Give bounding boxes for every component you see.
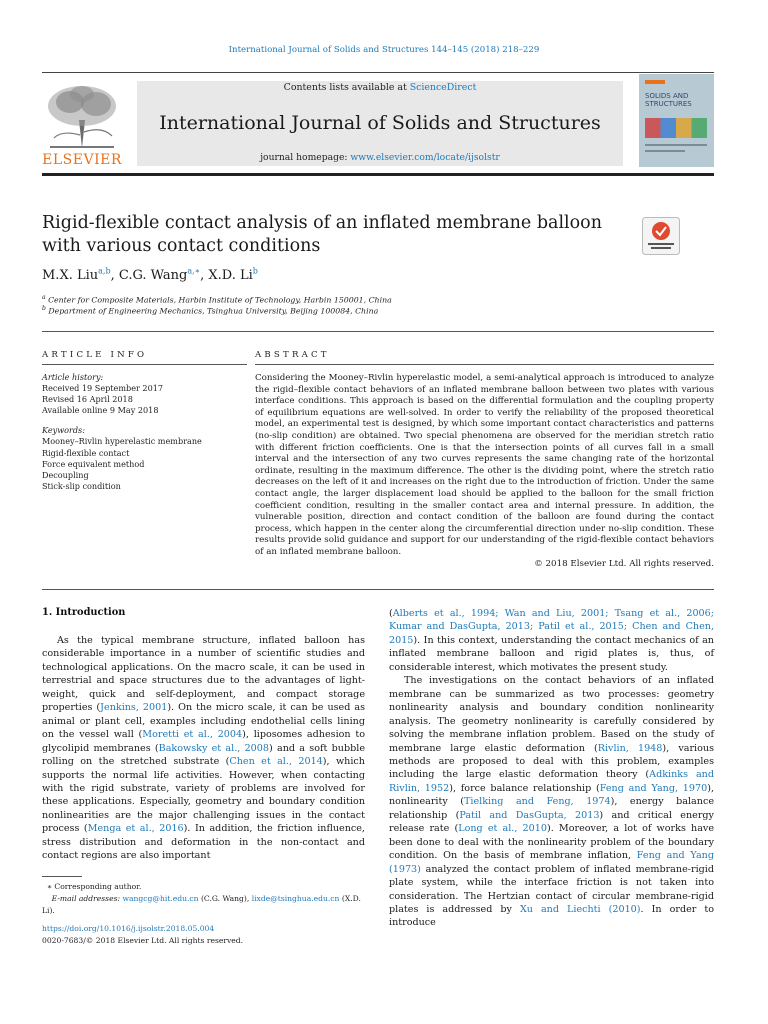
citation-link[interactable]: Moretti et al., 2004 <box>142 729 243 741</box>
author-separator: , <box>200 268 209 284</box>
contents-line <box>137 82 623 93</box>
intro-right-column <box>389 607 714 930</box>
affiliation-b <box>42 305 378 316</box>
received-date: Received 19 September 2017 <box>42 383 164 394</box>
citation-link[interactable]: Long et al., 2010 <box>458 823 547 835</box>
article-info-heading: ARTICLE INFO <box>42 350 148 360</box>
text-run: ( <box>389 608 393 619</box>
section-heading-introduction: 1. Introduction <box>42 607 126 618</box>
text-run: ), which supports the normal life activities. However, when contacting with the rigid substrate, variety of problems are involved for these applications. Especially, geometry and boundary condition nonlinearities are the major challenging issues in the contact process ( <box>42 756 365 835</box>
divider <box>42 331 714 332</box>
intro-paragraph <box>389 674 714 930</box>
email-owner: (C.G. Wang), <box>198 894 252 903</box>
citation-link[interactable]: Feng and Yang (1973) <box>389 850 715 875</box>
author-1 <box>42 268 119 283</box>
header-thick-rule <box>42 173 714 176</box>
keyword: Force equivalent method <box>42 458 145 469</box>
citation-link[interactable]: Alberts et al., 1994; Wan and Liu, 2001; Tsang et al., 2006; Kumar and DasGupta, 2013; Patil et al., 2015; Chen and Chen, 2015 <box>389 608 714 646</box>
article-info-rule <box>42 364 247 365</box>
abstract-copyright: © 2018 Elsevier Ltd. All rights reserved. <box>534 558 714 569</box>
author-affil-mark[interactable]: a,b <box>98 267 111 276</box>
affiliation-mark: a <box>42 294 46 301</box>
text-run: ) and a soft bubble rolling on the stretched substrate ( <box>42 742 366 768</box>
corresponding-label: Corresponding author. <box>54 882 142 891</box>
keyword: Decoupling <box>42 469 89 480</box>
text-run: ), nonlinearity ( <box>389 782 714 808</box>
text-run: The investigations on the contact behaviors of an inflated membrane can be summarized as two processes: geometry nonlinearity analysis and boundary condition nonlinearity analysis. The geometry nonlinearity is carefully considered by solving the membrane inflation problem. Based on the study of membrane large elastic deformation ( <box>389 675 714 754</box>
header-rule <box>42 72 714 73</box>
citation-link[interactable]: Patil and DasGupta, 2013 <box>459 809 600 821</box>
intro-paragraph <box>42 634 365 863</box>
author-separator: , <box>110 268 119 284</box>
homepage-link[interactable]: www.elsevier.com/locate/ijsolstr <box>350 152 500 163</box>
footnote-mark: ∗ <box>46 882 52 891</box>
email-owner: (X.D. Li). <box>42 894 361 915</box>
revised-date: Revised 16 April 2018 <box>42 394 133 405</box>
citation-link[interactable]: Tielking and Feng, 1974 <box>464 796 611 808</box>
citation-link[interactable]: Bakowsky et al., 2008 <box>158 742 269 754</box>
text-run: ). In addition, the friction influence, stress distribution and deformation in the non-contact and contact regions are also important <box>42 823 365 862</box>
check-for-updates-badge[interactable] <box>642 217 680 255</box>
email-note <box>42 893 372 917</box>
text-run: ), liposomes adhesion to glycolipid membranes ( <box>42 729 366 754</box>
text-run: analyzed the contact problem of inflated membrane-rigid plate system, while the interface friction is not taken into consideration. The Hertzian contact of circular membrane-rigid plates is addressed by <box>389 863 714 915</box>
text-run: ). Moreover, a lot of works have been done to deal with the nonlinearity problem of the boundary condition. On the basis of membrane inflation, <box>389 823 715 862</box>
text-run: ), force balance relationship ( <box>449 782 600 794</box>
cover-title-line2: STRUCTURES <box>645 100 692 108</box>
online-date: Available online 9 May 2018 <box>42 405 159 416</box>
divider <box>42 589 714 590</box>
footnotes <box>42 881 372 947</box>
citation-link[interactable]: Chen et al., 2014 <box>229 756 323 768</box>
author-affil-mark[interactable]: b <box>252 267 258 276</box>
affiliation-a <box>42 294 392 305</box>
affiliation-text: Department of Engineering Mechanics, Tsinghua University, Beijing 100084, China <box>48 306 379 316</box>
corresponding-note <box>42 881 372 893</box>
article-info <box>42 372 247 492</box>
abstract-rule <box>255 364 714 365</box>
author-name: X.D. Li <box>208 268 253 284</box>
citation-link[interactable]: Menga et al., 2016 <box>87 823 184 835</box>
citation-link[interactable]: Rivlin, 1948 <box>597 742 663 754</box>
author-name: C.G. Wang <box>118 268 188 284</box>
citation-link[interactable]: Feng and Yang, 1970 <box>599 782 708 794</box>
cover-title-line1: SOLIDS AND <box>645 92 689 100</box>
footnote-rule <box>42 876 82 877</box>
issn-copyright: 0020-7683/© 2018 Elsevier Ltd. All rights reserved. <box>42 936 244 945</box>
abstract-text: Considering the Mooney–Rivlin hyperelastic model, a semi-analytical approach is introduced to analyze the rigid–flexible contact behaviors of an inflated membrane balloon between two plates with various interface conditions. This approach is based on the differential formulation and the coupling property of equilibrium equations are well-solved. In order to verify the reliability of the proposed theoretical model, an experimental test is designed, by which some important contact characteristics and patterns (no-slip condition) are obtained. Two special phenomena are observed for the meridian stretch ratio with different friction coefficients. One is that the intersection points of all curves fall in a small interval and the intersection of any two curves represents the same changing rate of the horizontal ordinate, resulting in the maximum difference. The other is the dividing point, where the stretch ratio decreases on the left of it and increases on the right due to the introduction of friction. Under the same contact angle, the larger displacement load should be applied to the balloon for the small friction coefficient condition, resulting in the smaller contact area and internal pressure. In addition, the vulnerable position, direction and contact condition of the balloon are found during the contact process, which happen in the center along the circumferential direction under no-slip condition. These results provide solid guidance and support for our understanding of the rigid-flexible contact behaviors of an inflated membrane balloon. <box>255 373 714 557</box>
affiliation-text: Center for Composite Materials, Harbin Institute of Technology, Harbin 150001, China <box>48 295 392 305</box>
author-list <box>42 267 258 283</box>
keyword: Mooney–Rivlin hyperelastic membrane <box>42 436 202 447</box>
citation-link[interactable]: Adkinks and Rivlin, 1952 <box>389 769 714 794</box>
keywords-label: Keywords: <box>42 425 85 436</box>
email-link[interactable]: lixde@tsinghua.edu.cn <box>251 894 340 903</box>
author-affil-mark[interactable]: a,∗ <box>187 267 201 276</box>
author-name: M.X. Liu <box>42 268 99 284</box>
affiliation-mark: b <box>42 305 46 312</box>
email-label: E-mail addresses: <box>51 894 121 903</box>
abstract-body <box>255 373 714 570</box>
email-link[interactable]: wangcg@hit.edu.cn <box>122 894 199 903</box>
citation-link[interactable]: Jenkins, 2001 <box>100 702 168 714</box>
text-run: ), energy balance relationship ( <box>389 796 714 821</box>
elsevier-wordmark: ELSEVIER <box>42 152 122 168</box>
contents-prefix: Contents lists available at <box>283 82 410 93</box>
journal-citation[interactable]: International Journal of Solids and Structures 144–145 (2018) 218–229 <box>228 45 540 55</box>
text-run: ). In this context, understanding the contact mechanics of an inflated membrane balloon and rigid plates is, thus, of considerable interest, which motivates the present study. <box>389 634 714 673</box>
intro-left-column <box>42 634 365 863</box>
keyword: Rigid-flexible contact <box>42 447 130 458</box>
text-run: . In order to introduce <box>389 903 714 929</box>
abstract-heading: ABSTRACT <box>255 350 330 360</box>
intro-paragraph <box>389 607 714 674</box>
journal-homepage <box>137 152 623 163</box>
text-run: As the typical membrane structure, inflated balloon has considerable importance in a number of scientific studies and technological applications. On the macro scale, it can be used in terrestrial and space structures due to the advantages of light-weight, quick and self-deployment, and compact storage properties ( <box>42 635 365 714</box>
journal-title: International Journal of Solids and Structures <box>159 112 601 134</box>
history-label: Article history: <box>42 372 104 382</box>
article-title: Rigid-flexible contact analysis of an inflated membrane balloon with various contact conditions <box>42 213 602 256</box>
text-run: ) and critical energy release rate ( <box>389 809 714 835</box>
sciencedirect-link[interactable]: ScienceDirect <box>409 82 477 93</box>
journal-cover-image[interactable] <box>639 74 714 167</box>
author-2 <box>119 268 209 283</box>
keyword: Stick-slip condition <box>42 480 121 491</box>
doi-link[interactable]: https://doi.org/10.1016/j.ijsolstr.2018.05.004 <box>42 924 215 933</box>
author-3 <box>208 268 258 283</box>
citation-link[interactable]: Xu and Liechti (2010) <box>519 903 641 915</box>
homepage-prefix: journal homepage: <box>260 152 351 163</box>
check-updates-icon <box>642 217 680 255</box>
text-run: ). On the micro scale, it can be used as animal or plant cell, examples including endothelial cells lining on the vessel wall ( <box>42 702 365 741</box>
text-run: ), various methods are proposed to deal with this problem, examples including the large elastic deformation theory ( <box>389 742 714 781</box>
